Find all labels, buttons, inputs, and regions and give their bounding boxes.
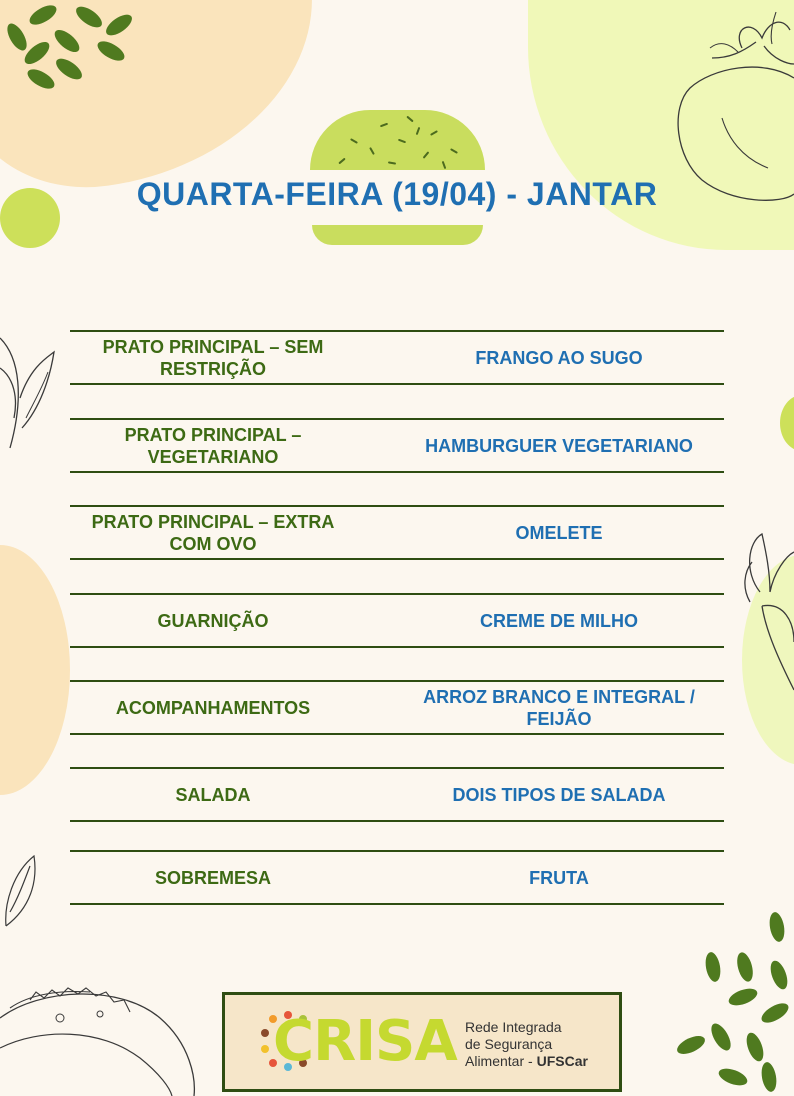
leaf-scatter-top-left-icon bbox=[0, 0, 150, 100]
menu-label: PRATO PRINCIPAL – EXTRA COM OVO bbox=[91, 511, 335, 554]
footer-logo-box bbox=[222, 992, 622, 1092]
decor-dot-right bbox=[780, 395, 794, 451]
menu-label: SOBREMESA bbox=[154, 867, 271, 888]
tagline-line bbox=[465, 1053, 615, 1070]
menu-label: SALADA bbox=[175, 784, 251, 805]
menu-label: PRATO PRINCIPAL – VEGETARIANO bbox=[124, 424, 302, 467]
row-divider bbox=[70, 733, 724, 735]
menu-value: ARROZ BRANCO E INTEGRAL / FEIJÃO bbox=[423, 686, 695, 729]
menu-row-prato-vegetariano bbox=[70, 418, 724, 472]
row-divider bbox=[70, 820, 724, 822]
menu-value: CREME DE MILHO bbox=[479, 610, 638, 631]
leaf-scatter-bottom-right-icon bbox=[670, 910, 794, 1096]
burger-bun-top-icon bbox=[310, 110, 485, 170]
menu-row-guarnicao bbox=[70, 593, 724, 647]
tagline-line: Rede Integrada bbox=[465, 1019, 562, 1035]
menu-row-prato-extra-ovo bbox=[70, 505, 724, 559]
menu-row-prato-sem-restricao bbox=[70, 330, 724, 384]
tagline-ufscar: UFSCar bbox=[536, 1053, 588, 1069]
leaf-illustration-small-icon bbox=[0, 852, 40, 928]
page-title: QUARTA-FEIRA (19/04) - JANTAR bbox=[136, 176, 658, 212]
taco-illustration-icon bbox=[0, 978, 200, 1096]
burger-bun-bottom-icon bbox=[312, 225, 483, 245]
menu-value: OMELETE bbox=[515, 522, 603, 543]
menu-row-sobremesa bbox=[70, 850, 724, 904]
menu-value: DOIS TIPOS DE SALADA bbox=[452, 784, 666, 805]
menu-row-acompanhamentos bbox=[70, 680, 724, 734]
menu-label: ACOMPANHAMENTOS bbox=[115, 697, 311, 718]
crisa-logo-text: CRISA bbox=[273, 1009, 457, 1074]
menu-row-salada bbox=[70, 767, 724, 821]
leaf-illustration-left-icon bbox=[0, 328, 56, 460]
row-divider bbox=[70, 471, 724, 473]
tagline-line: de Segurança bbox=[465, 1036, 553, 1052]
tagline-text: Alimentar - bbox=[465, 1053, 537, 1069]
menu-value: HAMBURGUER VEGETARIANO bbox=[425, 435, 693, 456]
menu-label: PRATO PRINCIPAL – SEM RESTRIÇÃO bbox=[102, 336, 324, 379]
crisa-tagline bbox=[465, 1019, 615, 1070]
decor-blob-mid-left bbox=[0, 545, 70, 795]
row-divider bbox=[70, 558, 724, 560]
row-divider bbox=[70, 903, 724, 905]
menu-label: GUARNIÇÃO bbox=[157, 610, 269, 631]
row-divider bbox=[70, 383, 724, 385]
row-divider bbox=[70, 646, 724, 648]
menu-value: FRANGO AO SUGO bbox=[475, 347, 643, 368]
radish-illustration-icon bbox=[740, 532, 794, 692]
menu-value: FRUTA bbox=[529, 867, 589, 888]
